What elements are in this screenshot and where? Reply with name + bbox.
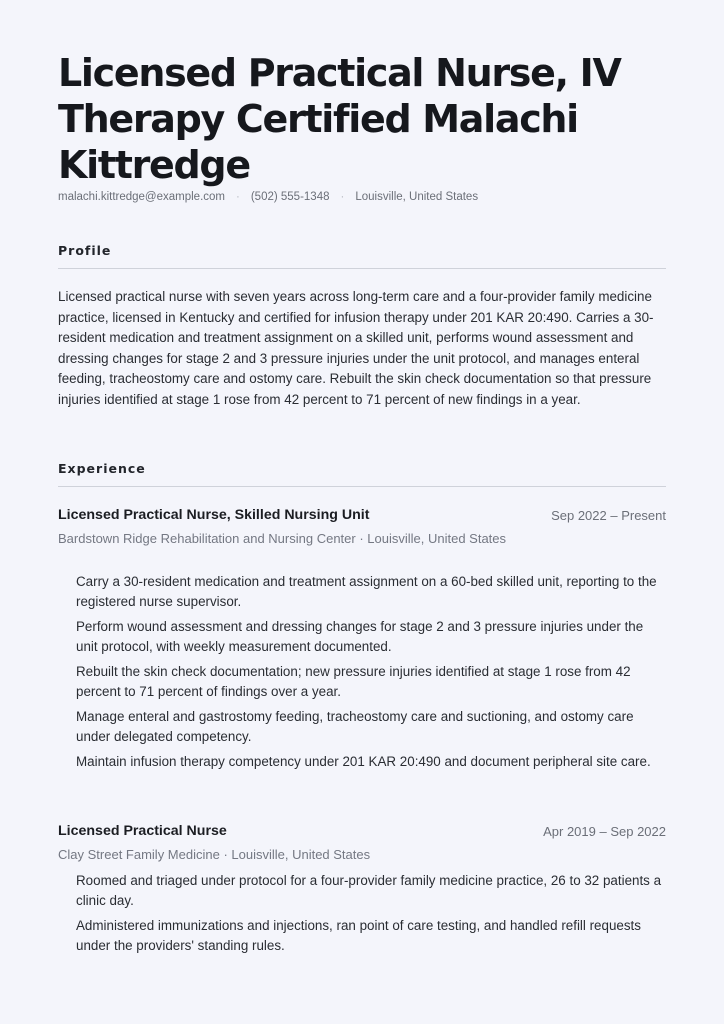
contact-phone[interactable]: (502) 555-1348 xyxy=(250,191,330,203)
contact-location: Louisville, United States xyxy=(355,191,479,203)
profile-summary: Licensed practical nurse with seven years across long-term care and a four-provider family medicine practice, licensed in Kentucky and certified for infusion therapy under 201 KAR 20:490. Carries a 30-resident medication and treatment assignment on a skilled unit, performs wound assessment and dressing changes for stage 2 and 3 pressure injuries under the unit protocol, and manages enteral feeding, tracheostomy care and ostomy care. Rebuilt the skin check documentation so that pressure injuries identified at stage 1 rose from 42 percent to 71 percent of new findings in a year. xyxy=(58,289,654,407)
contact-separator: · xyxy=(340,191,345,203)
contact-line xyxy=(58,191,478,203)
contact-separator: · xyxy=(236,191,240,203)
job-bullet-list xyxy=(76,871,666,961)
job-dates: Sep 2022 – Present xyxy=(551,508,666,523)
job-bullet: Carry a 30-resident medication and treatment assignment on a 60-bed skilled unit, reporting to the registered nurse supervisor. xyxy=(76,574,657,609)
job-bullet: Manage enteral and gastrostomy feeding, tracheostomy care and suctioning, and ostomy care under delegated competency. xyxy=(76,709,634,744)
job-bullet: Rebuilt the skin check documentation; new pressure injuries identified at stage 1 rose from 42 percent to 71 percent of findings over a year. xyxy=(76,664,631,699)
section-title-experience: Experience xyxy=(58,461,146,476)
section-divider xyxy=(58,486,666,487)
job-title: Licensed Practical Nurse xyxy=(58,823,227,839)
job-bullet: Administered immunizations and injections, ran point of care testing, and handled refill requests under the providers' standing rules. xyxy=(76,918,641,953)
job-organization: Clay Street Family Medicine · Louisville, United States xyxy=(58,847,371,862)
section-title-profile: Profile xyxy=(58,243,112,258)
job-organization: Bardstown Ridge Rehabilitation and Nursing Center · Louisville, United States xyxy=(58,531,507,546)
job-dates: Apr 2019 – Sep 2022 xyxy=(543,824,666,839)
job-bullet: Roomed and triaged under protocol for a four-provider family medicine practice, 26 to 32 patients a clinic day. xyxy=(76,873,662,908)
job-bullet-list xyxy=(76,572,666,777)
job-title: Licensed Practical Nurse, Skilled Nursing Unit xyxy=(58,507,370,523)
contact-email[interactable]: malachi.kittredge@example.com xyxy=(58,191,225,203)
job-bullet: Perform wound assessment and dressing changes for stage 2 and 3 pressure injuries under the unit protocol, with weekly measurement documented. xyxy=(76,619,644,654)
candidate-name: Licensed Practical Nurse, IV Therapy Certified Malachi Kittredge xyxy=(58,51,621,187)
job-bullet: Maintain infusion therapy competency under 201 KAR 20:490 and document peripheral site care. xyxy=(76,754,651,769)
section-divider xyxy=(58,268,666,269)
